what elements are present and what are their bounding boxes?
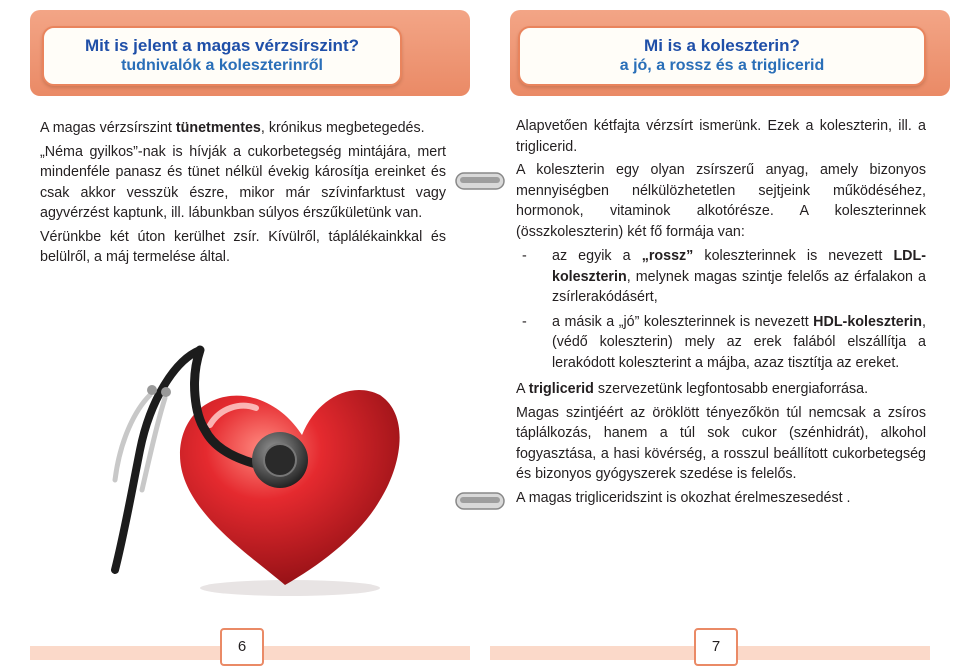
page-number-left: 6 (220, 628, 264, 666)
left-paragraph-2: „Néma gyilkos”-nak is hívják a cukorbetegség mintájára, mert mindenféle panasz és tünet nélkül évekig károsítja ereinket és csak akkor vesszük észre, mikor már szívinfarktust vagy agyvérzést kaptunk, ill. lábunkban súlyos érszűkületünk van. (40, 143, 446, 221)
list-item-ldl: - az egyik a „rossz” koleszterinnek is nevezett LDL-koleszterin, melynek magas szintje felelős az érfalakon a zsírlerakódásért, (522, 248, 926, 305)
left-body-text (40, 118, 446, 271)
right-intro: Alapvetően kétfajta vérzsírt ismerünk. Ezek a koleszterin, ill. a triglicerid. (516, 118, 926, 155)
right-page (480, 0, 960, 665)
right-triglyceride-paragraph: A triglicerid szervezetünk legfontosabb energiaforrása. (516, 381, 869, 397)
right-header-box (518, 26, 926, 86)
right-paragraph-2: A koleszterin egy olyan zsírszerű anyag, amely bizonyos mennyiségben nélkülözhetetlen sejtjeink működéséhez, hormonok, vitaminok alkotórésze. A koleszterinnek (összkoleszterin) két fő formája van: (516, 162, 926, 240)
left-paragraph-1: A magas vérzsírszint tünetmentes, krónikus megbetegedés. (40, 120, 425, 136)
right-body-text (516, 116, 926, 511)
right-paragraph-5: A magas trigliceridszint is okozhat érelmeszesedést . (516, 489, 851, 506)
left-page (0, 0, 480, 665)
right-paragraph-4: Magas szintjéért az öröklött tényezőkön túl nemcsak a zsíros táplálkozás, hanem a túl sok cukor (szénhidrát), alkohol fogyasztása, a hasi kövérség, a rosszul beállított cukorbetegség és bizonyos gyógyszerek szedése is felelős. (516, 404, 926, 482)
right-header-title: Mi is a koleszterin? (644, 36, 800, 55)
left-header-subtitle: tudnivalók a koleszterinről (121, 57, 323, 74)
list-item-hdl: - a másik a „jó” koleszterinnek is nevezett HDL-koleszterin, (védő koleszterin) mely az erek falából elszállítja a lerakódott koleszterint a májba, azaz tisztítja az ereket. (522, 313, 926, 371)
cholesterol-list (516, 246, 926, 373)
left-paragraph-3: Vérünkbe két úton kerülhet zsír. Kívülről, táplálékainkkal és belülről, a máj termelése által. (40, 228, 446, 265)
left-header-box (42, 26, 402, 86)
right-header-subtitle: a jó, a rossz és a triglicerid (619, 57, 825, 74)
page-number-right: 7 (694, 628, 738, 666)
left-header-title: Mit is jelent a magas vérzsírszint? (85, 36, 359, 55)
heart-stethoscope-image (80, 340, 410, 600)
